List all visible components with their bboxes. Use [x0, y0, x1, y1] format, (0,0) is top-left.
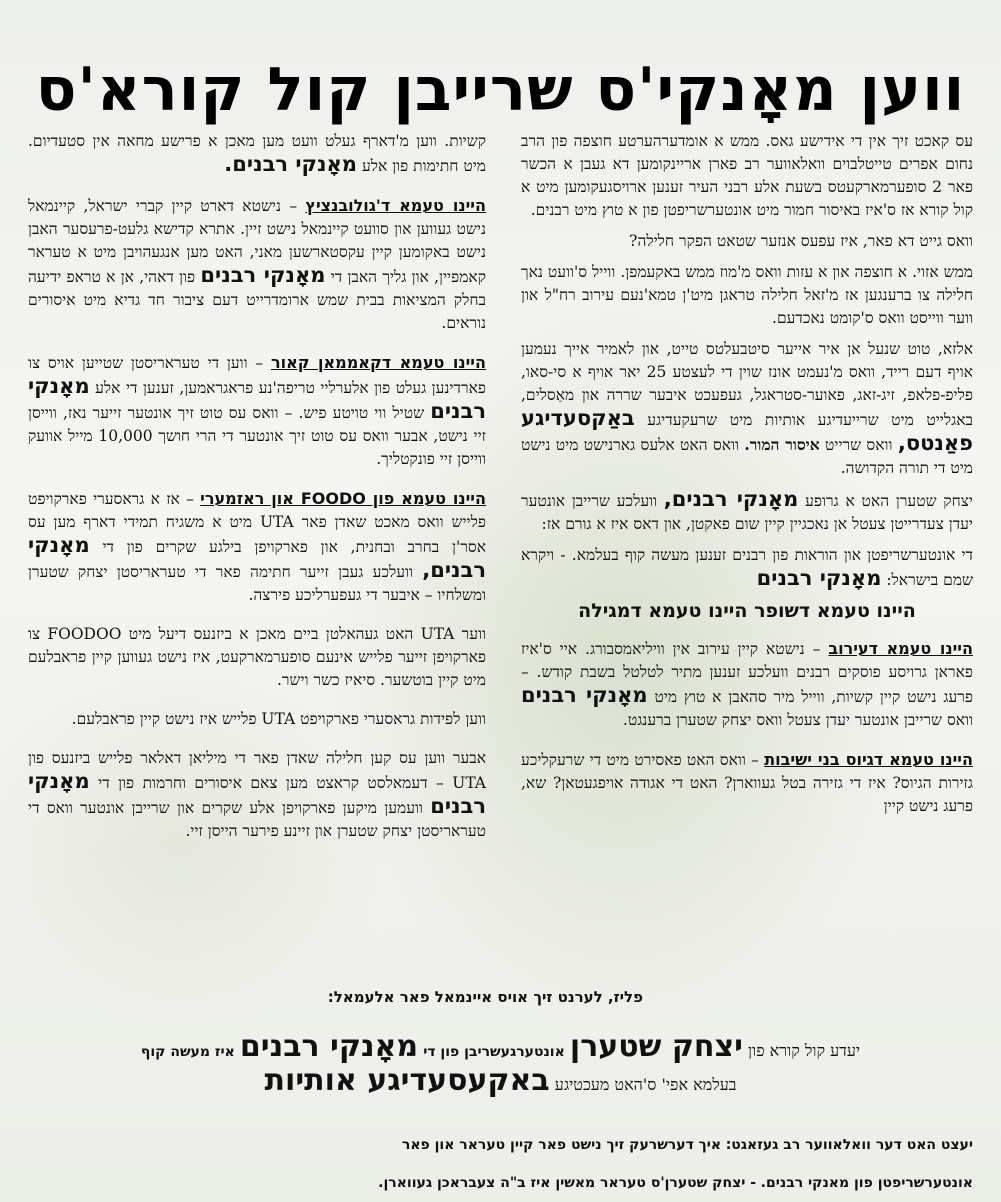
claim-emphasis: מאָנקי רבנים: [239, 1029, 419, 1064]
paragraph: [28, 708, 486, 731]
emphasis-text: באַקסעדיגע פאַנטס,: [521, 406, 973, 455]
paragraph-text: די אונטערשריפטן און הוראות פון רבנים זענען מעשה קוף בעלמא. - ויקרא שמם בישראל:: [521, 546, 973, 589]
section-draft: [521, 748, 973, 818]
claim-emphasis: באקעסעדיגע אותיות: [264, 1063, 550, 1098]
paragraph-text: וועלכע שרייבן אונטער יעדן צעדרייטן צעטל אן נאכגיין קיין שום פאקטן, און דאס איז א גורם אז:: [521, 492, 973, 533]
footer-bold-text: - יצחק שטערן'ס טעראר מאשין איז ב"ה צעבראכן געווארן.: [378, 1175, 757, 1191]
paragraph-text: וועמען מיקען פארקויפן אלע שקרים און שרייבן אונטער וואס די טעראריסטן יצחק שטערן און זיינע פירער הייסן זיי.: [28, 799, 486, 840]
paragraph: [521, 130, 973, 222]
section-common-core: [28, 351, 486, 471]
paragraph: [521, 488, 973, 536]
claim-text: אונטערגעשריבן פון די: [423, 1044, 565, 1060]
paragraph-text: וואס גייט דא פאר, איז עפעס אנזער שטאט הפקר חלילה?: [629, 232, 973, 250]
monkey-rabbis-text: מאָנקי רבנים: [521, 683, 648, 707]
paragraph: [28, 747, 486, 843]
section-title: היינו טעמא פון FOODO און ראזמערי: [200, 489, 487, 508]
paragraph-text: – נישטא דארט קיין קברי ישראל, קיינמאל נישט געווען און סוועט קיינמאל נישט זיין. אתרא קדישא גלעט-פרעסער האבן נישט באקומען קיין עקסטארשען מאני, האט מען אנגעהויבן מיט א טעראר קאמפיין, און גליך האבן די: [28, 197, 486, 286]
paragraph-text: עס קאכט זיך אין די אידישע גאס. ממש א אומדערהערטע חוצפה פון הרב נחום אפרים טייטלבוים וואלאווער רב פארן אריינקומען דא געבן א הכשר פאר 2 סופערמארקעטס בשעת אלע רבני העיר זענען ארויסגעקומען מיט א קול קורא אז ס'איז באיסור חמור מיט אונטערשריפטן פון א טוץ מיט רבנים.: [521, 132, 973, 219]
section-title: היינו טעמא ד'גולובנציץ: [305, 196, 486, 215]
paragraph-text: – נישטא קיין עירוב אין וויליאמסבורג. איי ס'איז פאראן גרויסע פוסקים רבנים וועלכע זענען מתיר לטלטל בשבת קודש. – פרעג נישט קיין קשיות, ווייל מיר סהאבן א טוץ מיט: [521, 640, 973, 706]
claim-text: איז מעשה קוף: [140, 1044, 235, 1060]
paragraph-text: שטיל ווי טויטע פיש. – וואס עס טוט זיך אונטער זייער נאז, ווייסן זיי נישט, אבער וואס עס טוט זיך אונטער די הרי חושך 10,000 מייל אוועק ווייסן זיי פונקטליך.: [28, 404, 486, 468]
footer-bold-text: יעצט האט דער וואלאווער רב געזאגט:: [725, 1137, 973, 1153]
section-title: היינו טעמא דעירוב: [828, 639, 973, 658]
section-title: היינו טעמא דקאממאן קאור: [270, 353, 486, 372]
paragraph: [521, 230, 973, 253]
emphasis-text: איסור המור.: [744, 435, 820, 454]
monkey-rabbis-text: מאָנקי רבנים: [28, 374, 486, 423]
bottom-lead: פליז, לערנט זיך אויס איינמאל פאר אלעמאל:: [327, 988, 643, 1006]
bottom-claim-line-2: [28, 1064, 973, 1102]
right-column: [521, 130, 973, 826]
paragraph-text: קשיות. ווען מ'דארף געלט וועט מען מאכן א פרישע מחאה אין סטעדיום. מיט חתימות פון אלע: [28, 132, 486, 175]
paragraph-text: וועלכע געבן זייער חתימה פאר די טעראריסטן יצחק שטערן ומשלחיו – איבער די געפערליכע פירצה.: [28, 563, 486, 604]
footer-line-1: [28, 1134, 973, 1156]
paragraph-text: פון דאהי, אן א טראפ ידיעה בחלק המציאות בבית שמש ארומדרייט דעם ציבור חד גדיא מיט איסורים נוראים.: [28, 268, 486, 332]
monkey-rabbis-text: מאָנקי רבנים,: [28, 533, 486, 582]
paragraph-text: וואס שרייט: [825, 436, 893, 454]
paragraph: [521, 338, 973, 480]
section-eruv: [521, 637, 973, 732]
monkey-rabbis-text: מאָנקי רבנים.: [224, 152, 357, 176]
paragraph: [521, 261, 973, 330]
section-foodo: [28, 487, 486, 607]
claim-emphasis: יצחק שטערן: [569, 1029, 743, 1064]
left-column: [28, 130, 486, 851]
paragraph-text: – ווען די טעראריסטן שטייען אויס צו פארדינען געלט פון אלערליי טריפה'נע פראגראמען, זענען די אלע: [28, 354, 486, 397]
monkey-rabbis-text: מאָנקי רבנים: [756, 566, 882, 590]
section-title: היינו טעמא דגיוס בני ישיבות: [764, 750, 974, 769]
paragraph-text: יצחק שטערן האט א גרופע: [805, 492, 973, 510]
footer-text: איך דערשרעק זיך נישט פאר קיין טעראר און פאר: [401, 1137, 722, 1153]
claim-text: בעלמא אפי' ס'האט מעכטיגע: [554, 1075, 737, 1094]
headline: ווען מאָנקי'ס שרייבן קול קורא'ס: [35, 55, 966, 125]
claim-text: יעדע קול קורא פון: [748, 1041, 861, 1060]
paragraph-text: – וואס האט פאסירט מיט די שרעקליכע גזירות הגיוס? איז די גזירה בטל געווארן? האט די אגודה אויפגעטאן? שא, פרעג נישט קיין: [521, 751, 973, 815]
monkey-rabbis-text: מאָנקי רבנים: [200, 263, 326, 287]
section-heading: היינו טעמא דשופר היינו טעמא דמגילה: [578, 600, 916, 622]
paragraph-text: ווער UTA האט געהאלטן ביים מאכן א ביזנעס דיעל מיט FOODOO צו פארקויפן זייער פלייש אינעם סופערמארקעט, איז נישט געווען קיין פראבלעם מיט קיין בוטשער. סיאיז כשר וישר.: [28, 625, 486, 689]
paragraph-text: – אז א גראסערי פארקויפט פלייש וואס מאכט שאדן פאר UTA מיט א משגיח תמידי דארף מען עס אסר'ן בחרב ובחנית, און פארקויפן בילגע שקרים פון די: [28, 490, 486, 556]
paragraph-text: ווען לפידות גראסערי פארקויפט UTA פלייש איז נישט קיין פראבלעם.: [71, 710, 486, 728]
paragraph: [28, 130, 486, 178]
paragraph-text: וואס האט אלעס גארנישט מיט נישט מיט די תורה הקדושה.: [521, 436, 973, 477]
footer-line-2: [28, 1172, 973, 1194]
paragraph-text: אלזא, טוט שנעל אן איר אייער סיטבעלטס טייט, און לאמיר אייך נעמען אויף דעם רייד, וואס מ'נעמט אונז שוין די לעצטע 25 יאר אויף א סי-סאו, פליפ-פלאפ, זיג-זאג, פאוער-סטראגל, געפעכט איבער שררה און מאַסלים, באגלייט מיט שרייעדיגע אותיות מיט שרעקעדיגע: [521, 340, 973, 429]
paragraph-text: וואס שרייבן אונטער יעדן צעטל וואס יצחק שטערן ברענגט.: [622, 711, 973, 729]
paragraph-text: אבער ווען עס קען חלילה שאדן פאר די מיליאן דאלאר פלייש ביזנעס פון UTA – דעמאלסט קראצט מען צאם איסורים וחרמות פון די: [28, 749, 486, 792]
paragraph: [521, 544, 973, 592]
monkey-rabbis-text: מאָנקי רבנים: [28, 769, 486, 818]
footer-text: אונטערשריפטן פון מאנקי רבנים.: [760, 1175, 973, 1191]
paragraph-text: ממש אזוי. א חוצפה און א עזות וואס מ'מוז ממש באקעמפן. ווייל ס'וועט נאך חלילה צו ברענגען אז מ'זאל חלילה טראגן מיט'ן טמא'נעם עירוב רח"ל און ווער ווייסט וואס ס'קומט נאכדעם.: [521, 263, 973, 327]
monkey-rabbis-text: מאָנקי רבנים,: [663, 487, 799, 511]
paragraph: [28, 623, 486, 692]
section-golubnitz: [28, 194, 486, 335]
